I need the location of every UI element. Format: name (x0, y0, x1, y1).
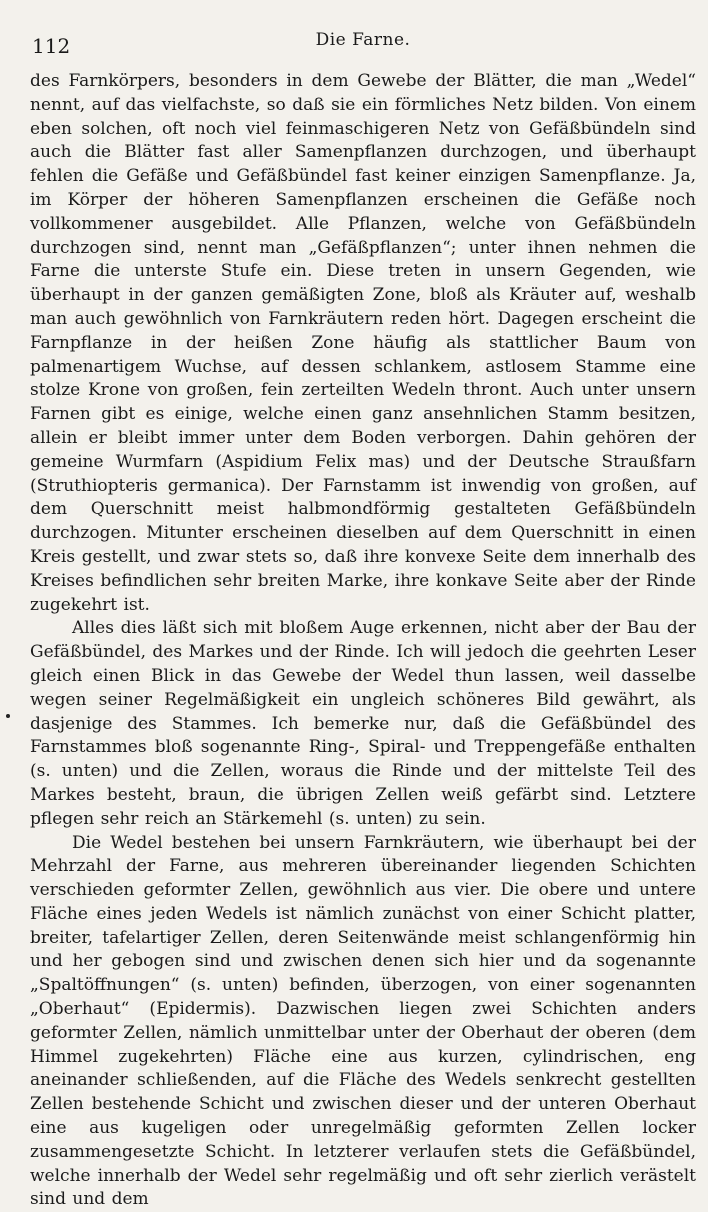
page-header (30, 28, 696, 62)
margin-mark (6, 714, 10, 718)
paragraph: Die Wedel bestehen bei unsern Farnkräutern, wie überhaupt bei der Mehrzahl der Farne, aus mehreren übereinander liegenden Schichten verschieden geformter Zellen, gewöhnlich aus vier. Die obere und untere Fläche eines jeden Wedels ist nämlich zunächst von einer Schicht platter, breiter, tafelartiger Zellen, deren Seitenwände meist schlangenförmig hin und her gebogen sind und zwischen denen sich hier und da sogenannte „Spaltöffnungen“ (s. unten) befinden, überzogen, von einer sogenannten „Oberhaut“ (Epidermis). Dazwischen liegen zwei Schichten anders geformter Zellen, nämlich unmittelbar unter der Oberhaut der oberen (dem Himmel zugekehrten) Fläche eine aus kurzen, cylindrischen, eng aneinander schließenden, auf die Fläche des Wedels senkrecht gestellten Zellen bestehende Schicht und zwischen dieser und der unteren Oberhaut eine aus kugeligen oder unregelmäßig geformten Zellen locker zusammengesetzte Schicht. In letzterer verlaufen stets die Gefäßbündel, welche innerhalb der Wedel sehr regelmäßig und oft sehr zierlich verästelt sind und dem (30, 832, 696, 1212)
page-number: 112 (32, 34, 70, 58)
running-title: Die Farne. (30, 30, 696, 50)
paragraph: Alles dies läßt sich mit bloßem Auge erkennen, nicht aber der Bau der Gefäßbündel, des Markes und der Rinde. Ich will jedoch die geehrten Leser gleich einen Blick in das Gewebe der Wedel thun lassen, weil dasselbe wegen seiner Regelmäßigkeit ein ungleich schöneres Bild gewährt, als dasjenige des Stammes. Ich bemerke nur, daß die Gefäßbündel des Farnstammes bloß sogenannte Ring-, Spiral- und Treppengefäße enthalten (s. unten) und die Zellen, woraus die Rinde und der mittelste Teil des Markes besteht, braun, die übrigen Zellen weiß gefärbt sind. Letztere pflegen sehr reich an Stärkemehl (s. unten) zu sein. (30, 617, 696, 831)
paragraph: des Farnkörpers, besonders in dem Gewebe der Blätter, die man „Wedel“ nennt, auf das vielfachste, so daß sie ein förmliches Netz bilden. Von einem eben solchen, oft noch viel feinmaschigeren Netz von Gefäßbündeln sind auch die Blätter fast aller Samenpflanzen durchzogen, und überhaupt fehlen die Gefäße und Gefäßbündel fast keiner einzigen Samenpflanze. Ja, im Körper der höheren Samenpflanzen erscheinen die Gefäße noch vollkommener ausgebildet. Alle Pflanzen, welche von Gefäßbündeln durchzogen sind, nennt man „Gefäßpflanzen“; unter ihnen nehmen die Farne die unterste Stufe ein. Diese treten in unsern Gegenden, wie überhaupt in der ganzen gemäßigten Zone, bloß als Kräuter auf, weshalb man auch gewöhnlich von Farnkräutern reden hört. Dagegen erscheint die Farnpflanze in der heißen Zone häufig als stattlicher Baum von palmenartigem Wuchse, auf dessen schlankem, astlosem Stamme eine stolze Krone von großen, fein zerteilten Wedeln thront. Auch unter unsern Farnen gibt es einige, welche einen ganz ansehnlichen Stamm besitzen, allein er bleibt immer unter dem Boden verborgen. Dahin gehören der gemeine Wurmfarn (Aspidium Felix mas) und der Deutsche Straußfarn (Struthiopteris germanica). Der Farnstamm ist inwendig von großen, auf dem Querschnitt meist halbmondförmig gestalteten Gefäßbündeln durchzogen. Mitunter erscheinen dieselben auf dem Querschnitt in einen Kreis gestellt, und zwar stets so, daß ihre konvexe Seite dem innerhalb des Kreises befindlichen sehr breiten Marke, ihre konkave Seite aber der Rinde zugekehrt ist. (30, 70, 696, 617)
body-text (30, 70, 696, 1212)
